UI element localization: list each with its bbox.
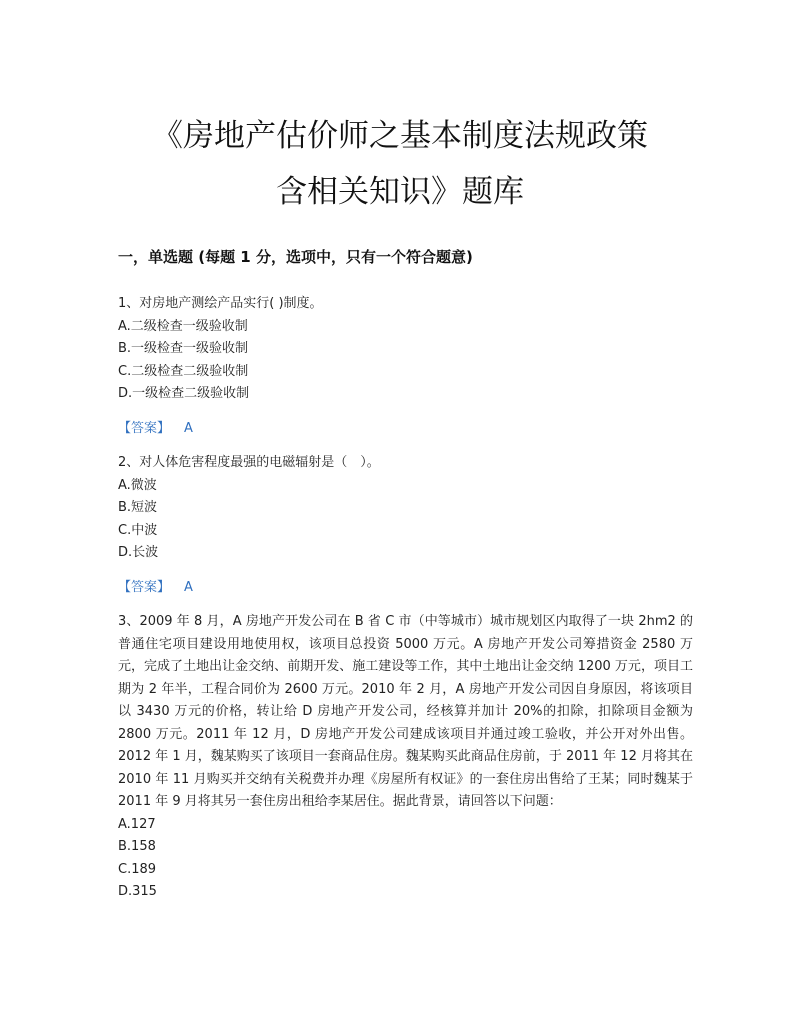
document-title (100, 108, 700, 220)
section-heading: 一，单选题 (每题 1 分，选项中，只有一个符合题意) (118, 248, 473, 266)
question-stem: 1、对房地产测绘产品实行( )制度。 (118, 296, 323, 311)
question-1 (118, 293, 693, 440)
option-b: B.一级检查一级验收制 (118, 341, 249, 356)
option-c: C.二级检查二级验收制 (118, 363, 249, 379)
title-line-1: 《房地产估价师之基本制度法规政策 (152, 118, 648, 154)
answer-line (118, 577, 693, 600)
option-a: A.二级检查一级验收制 (118, 318, 248, 334)
question-stem: 2、对人体危害程度最强的电磁辐射是（ ）。 (118, 455, 380, 470)
option-a: A.微波 (118, 477, 157, 493)
option-d: D.一级检查二级验收制 (118, 386, 250, 401)
option-a: A.127 (118, 816, 156, 832)
title-line-2: 含相关知识》题库 (276, 174, 524, 210)
option-b: B.158 (118, 839, 156, 854)
answer-label: 【答案】 (118, 579, 171, 595)
question-list (118, 293, 693, 904)
option-c: C.189 (118, 861, 157, 877)
option-d: D.长波 (118, 545, 159, 560)
answer-value: A (184, 420, 193, 436)
answer-line (118, 418, 693, 441)
option-d: D.315 (118, 884, 157, 899)
answer-label: 【答案】 (118, 420, 171, 436)
question-2 (118, 452, 693, 599)
option-c: C.中波 (118, 522, 158, 538)
option-b: B.短波 (118, 500, 158, 515)
question-stem: 3、2009 年 8 月，A 房地产开发公司在 B 省 C 市（中等城市）城市规划区内取得了一块 2hm2 的普通住宅项目建设用地使用权，该项目总投资 5000 万元。A 房地产开发公司筹措资金 2580 万元，完成了土地出让金交纳、前期开发、施工建设等工作，其中土地出让金交纳 1200 万元，项目工期为 2 年半，工程合同价为 2600 万元。2010 年 2 月，A 房地产开发公司因自身原因，将该项目以 3430 万元的价格，转让给 D 房地产开发公司，经核算并加计 20%的扣除，扣除项目金额为 2800 万元。2011 年 12 月，D 房地产开发公司建成该项目并通过竣工验收，并公开对外出售。2012 年 1 月，魏某购买了该项目一套商品住房。魏某购买此商品住房前，于 2011 年 12 月将其在 2010 年 11 月购买并交纳有关税费并办理《房屋所有权证》的一套住房出售给了王某；同时魏某于 2011 年 9 月将其另一套住房出租给李某居住。据此背景，请回答以下问题： (118, 614, 693, 809)
answer-value: A (184, 579, 193, 595)
question-3 (118, 611, 693, 904)
